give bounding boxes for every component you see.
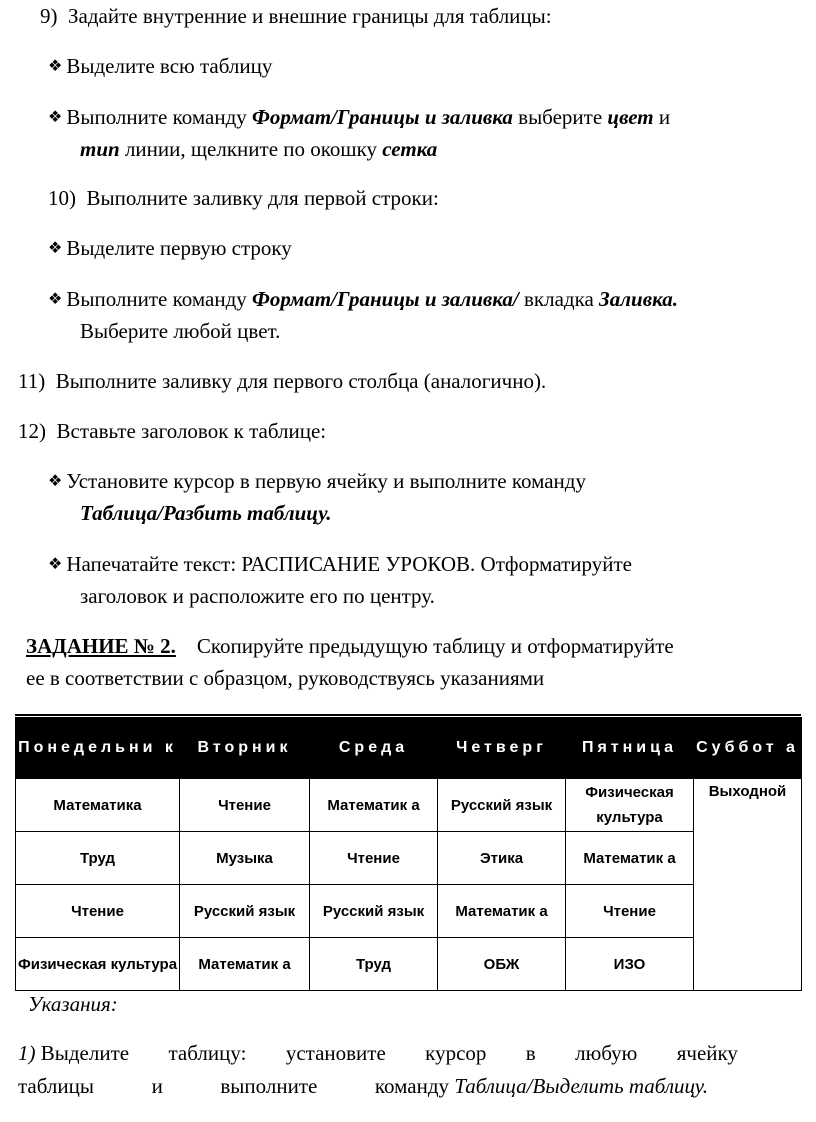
table-cell: Чтение [566,885,694,938]
table-cell [694,885,802,938]
text: выберите [512,105,608,129]
hint-word: установите [285,1041,386,1065]
text: Напечатайте текст: РАСПИСАНИЕ УРОКОВ. Отформатируйте [66,552,632,576]
hint-word: и [151,1074,163,1098]
table-cell: Математика [16,779,180,832]
header-cell: Вторник [180,718,310,779]
hint-word: ячейку [676,1041,738,1065]
bullet-fill-cont [80,318,280,344]
item-number: 12) [18,419,46,443]
hint-1-row-2 [18,1073,708,1099]
diamond-bullet-icon: ❖ [48,289,63,308]
table-cell: Этика [438,832,566,885]
table-cell: Математик а [310,779,438,832]
bullet-fill [48,286,678,314]
hint-word [18,1040,129,1066]
diamond-bullet-icon: ❖ [48,238,63,257]
table-cell: Математик а [180,938,310,991]
bullet-cursor-cont [80,500,332,526]
command: Таблица/Разбить таблицу. [80,501,332,525]
item-10 [48,185,439,211]
hint-word: курсор [425,1041,487,1065]
emphasis: тип [80,137,120,161]
text: Скопируйте предыдущую таблицу и отформатируйте [196,634,674,658]
table-row [16,885,802,938]
table-cell [694,832,802,885]
command: Таблица/Выделить таблицу. [454,1074,708,1098]
text: линии, щелкните по окошку [119,137,383,161]
bullet-print [48,551,632,579]
text: Установите курсор в первую ячейку и выполните команду [66,469,586,493]
table-cell: Выходной [694,779,802,832]
table-row [16,938,802,991]
table-cell: Русский язык [310,885,438,938]
header-cell: Понедельни к [16,718,180,779]
text: и [653,105,671,129]
table-cell: Чтение [180,779,310,832]
item-number: 11) [18,369,46,393]
bullet-format-borders [48,104,670,132]
text: Выберите любой цвет. [80,319,281,343]
diamond-bullet-icon: ❖ [48,471,63,490]
table-cell: Физическая культура [16,938,180,991]
text: заголовок и расположите его по центру. [80,584,435,608]
hint-word: выполните [220,1074,318,1098]
table-cell: Русский язык [438,779,566,832]
schedule-table [15,717,802,991]
item-11 [18,368,546,394]
item-number: 10) [48,186,76,210]
hint-number: 1) [18,1041,36,1065]
hint-word [375,1073,708,1099]
text: Выполните команду [66,105,253,129]
item-number: 9) [40,4,58,28]
table-cell: Чтение [310,832,438,885]
table-top-rule [15,714,801,716]
table-cell: Чтение [16,885,180,938]
hint-word-text: команду [374,1074,450,1098]
text: ее в соответствии с образцом, руководствуясь указаниями [26,666,545,690]
hint-word: любую [575,1041,638,1065]
table-cell: Труд [310,938,438,991]
header-cell: Суббот а [694,718,802,779]
table-cell: Труд [16,832,180,885]
header-cell: Среда [310,718,438,779]
command: Формат/Границы и заливка [252,105,513,129]
emphasis: Заливка. [599,287,678,311]
item-12 [18,418,326,444]
bullet-format-borders-cont [80,136,437,162]
item-9 [40,3,552,29]
table-cell: ОБЖ [438,938,566,991]
text: вкладка [518,287,600,311]
hint-word: таблицу: [168,1041,247,1065]
bullet-print-cont [80,583,435,609]
table-cell: Физическая культура [566,779,694,832]
emphasis: сетка [382,137,438,161]
table-cell: Музыка [180,832,310,885]
header-cell: Четверг [438,718,566,779]
hint-1-row-1 [18,1040,738,1066]
task2-heading-line [26,633,674,659]
item-text: Выполните заливку для первой строки: [86,186,439,210]
diamond-bullet-icon: ❖ [48,554,63,573]
item-text: Вставьте заголовок к таблице: [56,419,327,443]
table-row [16,832,802,885]
table-cell: Математик а [438,885,566,938]
header-cell: Пятница [566,718,694,779]
hint-word: в [525,1041,536,1065]
diamond-bullet-icon: ❖ [48,56,63,75]
bullet-text: Выделите всю таблицу [66,54,273,78]
task2-line2 [26,665,544,691]
header-row [16,718,802,779]
bullet-cursor [48,468,586,496]
command: Формат/Границы и заливка/ [252,287,519,311]
table-cell: ИЗО [566,938,694,991]
table-cell [694,938,802,991]
hints-title: Указания: [28,992,118,1016]
table-cell: Русский язык [180,885,310,938]
hint-word-text: Выделите [40,1041,130,1065]
bullet-select-table [48,53,272,81]
table-row [16,779,802,832]
item-text: Задайте внутренние и внешние границы для таблицы: [68,4,552,28]
bullet-text: Выделите первую строку [66,236,292,260]
emphasis: цвет [607,105,654,129]
text: Выполните команду [66,287,253,311]
table-cell: Математик а [566,832,694,885]
task-heading: ЗАДАНИЕ № 2. [26,634,176,658]
bullet-select-row [48,235,292,263]
diamond-bullet-icon: ❖ [48,107,63,126]
item-text: Выполните заливку для первого столбца (аналогично). [55,369,547,393]
hint-word: таблицы [18,1074,94,1098]
